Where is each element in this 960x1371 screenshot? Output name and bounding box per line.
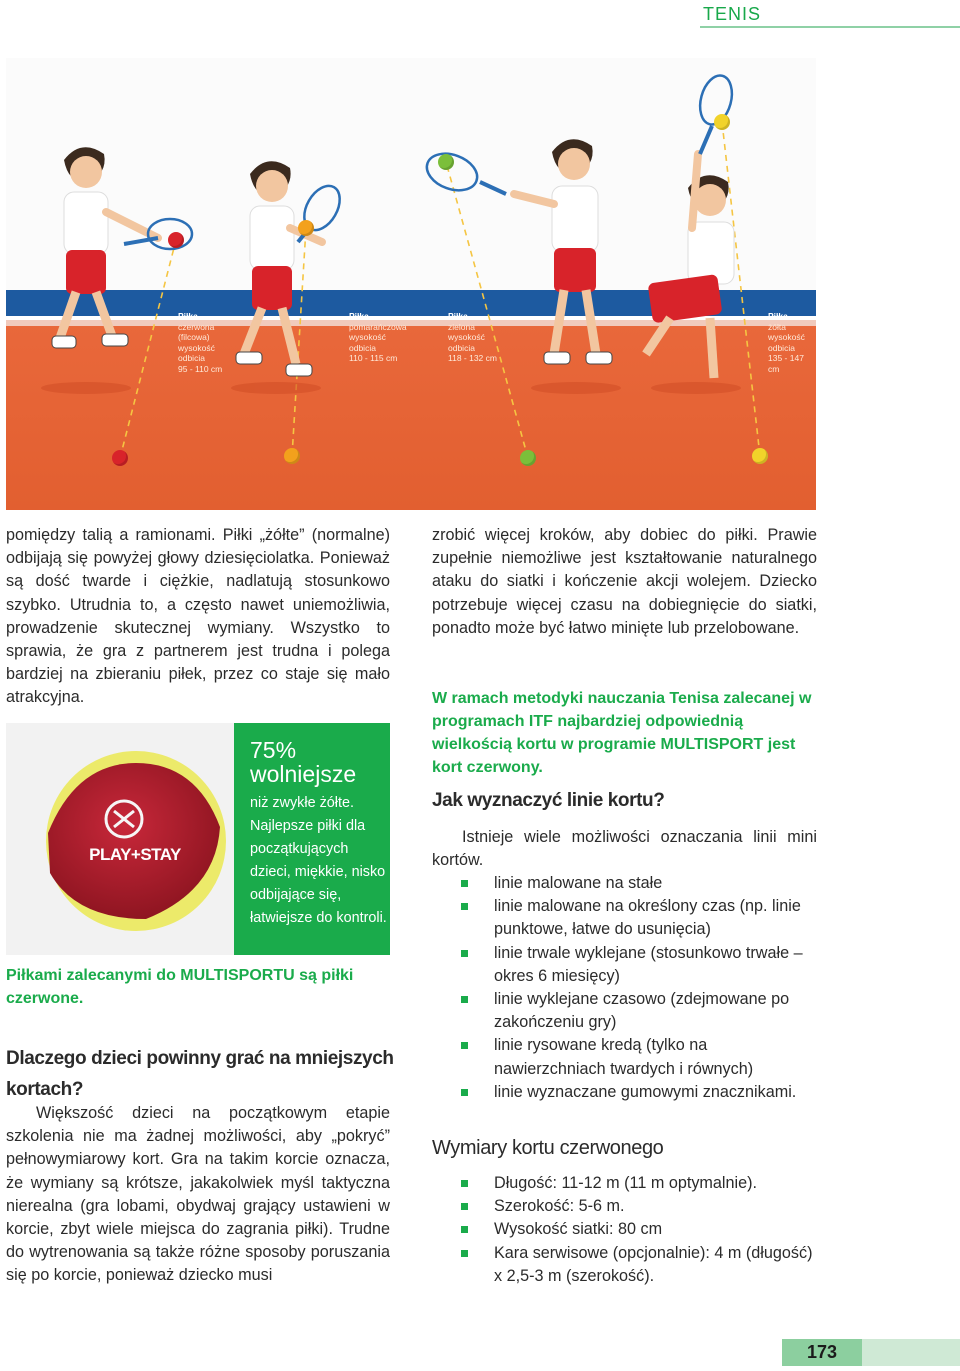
player-figure xyxy=(236,161,322,376)
list-item: linie wyznaczane gumowymi znacznikami. xyxy=(432,1081,817,1104)
tennis-ball-green-top xyxy=(438,154,454,170)
red-ball-photo xyxy=(6,723,234,955)
court-dimensions-list xyxy=(432,1172,817,1288)
tennis-ball-red-top xyxy=(168,232,184,248)
list-item: linie wyklejane czasowo (zdejmowane po zakończeniu gry) xyxy=(432,988,817,1034)
section-heading-lines: Jak wyznaczyć linie kortu? xyxy=(432,790,665,811)
tennis-ball-red xyxy=(112,450,128,466)
list-item: Długość: 11-12 m (11 m optymalnie). xyxy=(432,1172,817,1195)
line-methods-list xyxy=(432,872,817,1104)
tennis-ball-green xyxy=(520,450,536,466)
ball-label-red: Piłka czerwona (filcowa) wysokość odbicia 95 - 110 cm xyxy=(178,311,223,374)
players-svg xyxy=(6,58,816,510)
panel-description: niż zwykłe żółte. Najlepsze piłki dla początkujących dzieci, miękkie, nisko odbijające się, łatwiejsze do kontroli. xyxy=(250,795,387,926)
list-item: Szerokość: 5-6 m. xyxy=(432,1195,817,1218)
ball-info-text xyxy=(250,738,390,930)
bounce-path-green xyxy=(446,162,528,458)
page-number: 173 xyxy=(806,1342,838,1362)
tennis-ball-orange xyxy=(284,448,300,464)
right-paragraph-1: zrobić więcej kroków, aby dobiec do piłki. Prawie zupełnie niemożliwe jest kształtowanie naturalnego ataku do siatki i kończenie akcji wolejem. Dziecko potrzebuje więcej czasu na dobiegnięcie do siatki, ponadto może być łatwo minięte lub przelobowane. xyxy=(432,526,817,637)
racket-4 xyxy=(695,72,737,154)
recommended-court-note: W ramach metodyki nauczania Tenisa zalecanej w programach ITF najbardziej odpowiednią wielkością kortu w programie MULTISPORT jest kort czerwony. xyxy=(432,690,812,776)
list-item: Kara serwisowe (opcjonalnie): 4 m (długość) x 2,5-3 m (szerokość). xyxy=(432,1242,817,1288)
recommended-balls-note: Piłkami zalecanymi do MULTISPORTU są piłki czerwone. xyxy=(6,967,354,1007)
section-heading-small-courts: Dlaczego dzieci powinny grać na mniejszych kortach? xyxy=(6,1048,394,1100)
ball-label-yellow: Piłka żółta wysokość odbicia 135 - 147 cm xyxy=(768,311,805,374)
list-item: linie trwale wyklejane (stosunkowo trwałe – okres 6 miesięcy) xyxy=(432,942,817,988)
list-item: Wysokość siatki: 80 cm xyxy=(432,1218,817,1241)
list-item: linie malowane na stałe xyxy=(432,872,817,895)
player-figure xyxy=(646,154,734,378)
ball-label-green: Piłka zielona wysokość odbicia 118 - 132 cm xyxy=(448,311,497,363)
list-item: linie rysowane kredą (tylko na nawierzchniach twardych i równych) xyxy=(432,1034,817,1080)
panel-title-percent: 75% xyxy=(250,737,297,763)
ball-label-orange: Piłka pomarańczowa wysokość odbicia 110 - 115 cm xyxy=(349,311,407,363)
bounce-path-yellow xyxy=(722,122,760,456)
bounce-path-red xyxy=(120,240,176,458)
list-item: linie malowane na określony czas (np. linie punktowe, łatwe do usunięcia) xyxy=(432,895,817,941)
left-paragraph-1: pomiędzy talią a ramionami. Piłki „żółte” (normalne) odbijają się powyżej głowy dziesięciolatka. Ponieważ są dość twarde i ciężkie, nadlatują stosunkowo szybko. Utrudnia to, a często nawet uniemożliwia, prowadzenie skutecznej wymiany. Wszystko to sprawia, że gra z partnerem jest trudna i polega bardziej na zbieraniu piłek, przez co staje się mało atrakcyjna. xyxy=(6,526,390,707)
header-rule xyxy=(700,26,960,28)
ball-brand: PLAY+STAY xyxy=(89,845,181,864)
lines-intro: Istnieje wiele możliwości oznaczania linii mini kortów. xyxy=(432,828,817,870)
section-label: TENIS xyxy=(703,4,762,24)
player-figure xyxy=(514,139,612,364)
panel-title-word: wolniejsze xyxy=(250,761,357,787)
section-heading-dimensions: Wymiary kortu czerwonego xyxy=(432,1137,664,1159)
tennis-ball-orange-top xyxy=(298,220,314,236)
tennis-ball-yellow-top xyxy=(714,114,730,130)
player-figure xyxy=(52,147,158,348)
racket-3 xyxy=(422,147,506,197)
tennis-bounce-illustration xyxy=(6,58,816,510)
tennis-ball-yellow xyxy=(752,448,768,464)
left-paragraph-2: Większość dzieci na początkowym etapie szkolenia nie ma żadnej możliwości, aby „pokryć” pełnowymiarowy kort. Gra na takim korcie oznacza, że wymiany są krótsze, jakakolwiek myśl taktyczna nierealna (gra lobami, obydwaj grający ustawieni w korcie, zbyt wiele miejsca do zagrania piłki). Trudne do wytrenowania są także różne sposoby poruszania się po korcie, ponieważ dziecko musi xyxy=(6,1104,390,1285)
